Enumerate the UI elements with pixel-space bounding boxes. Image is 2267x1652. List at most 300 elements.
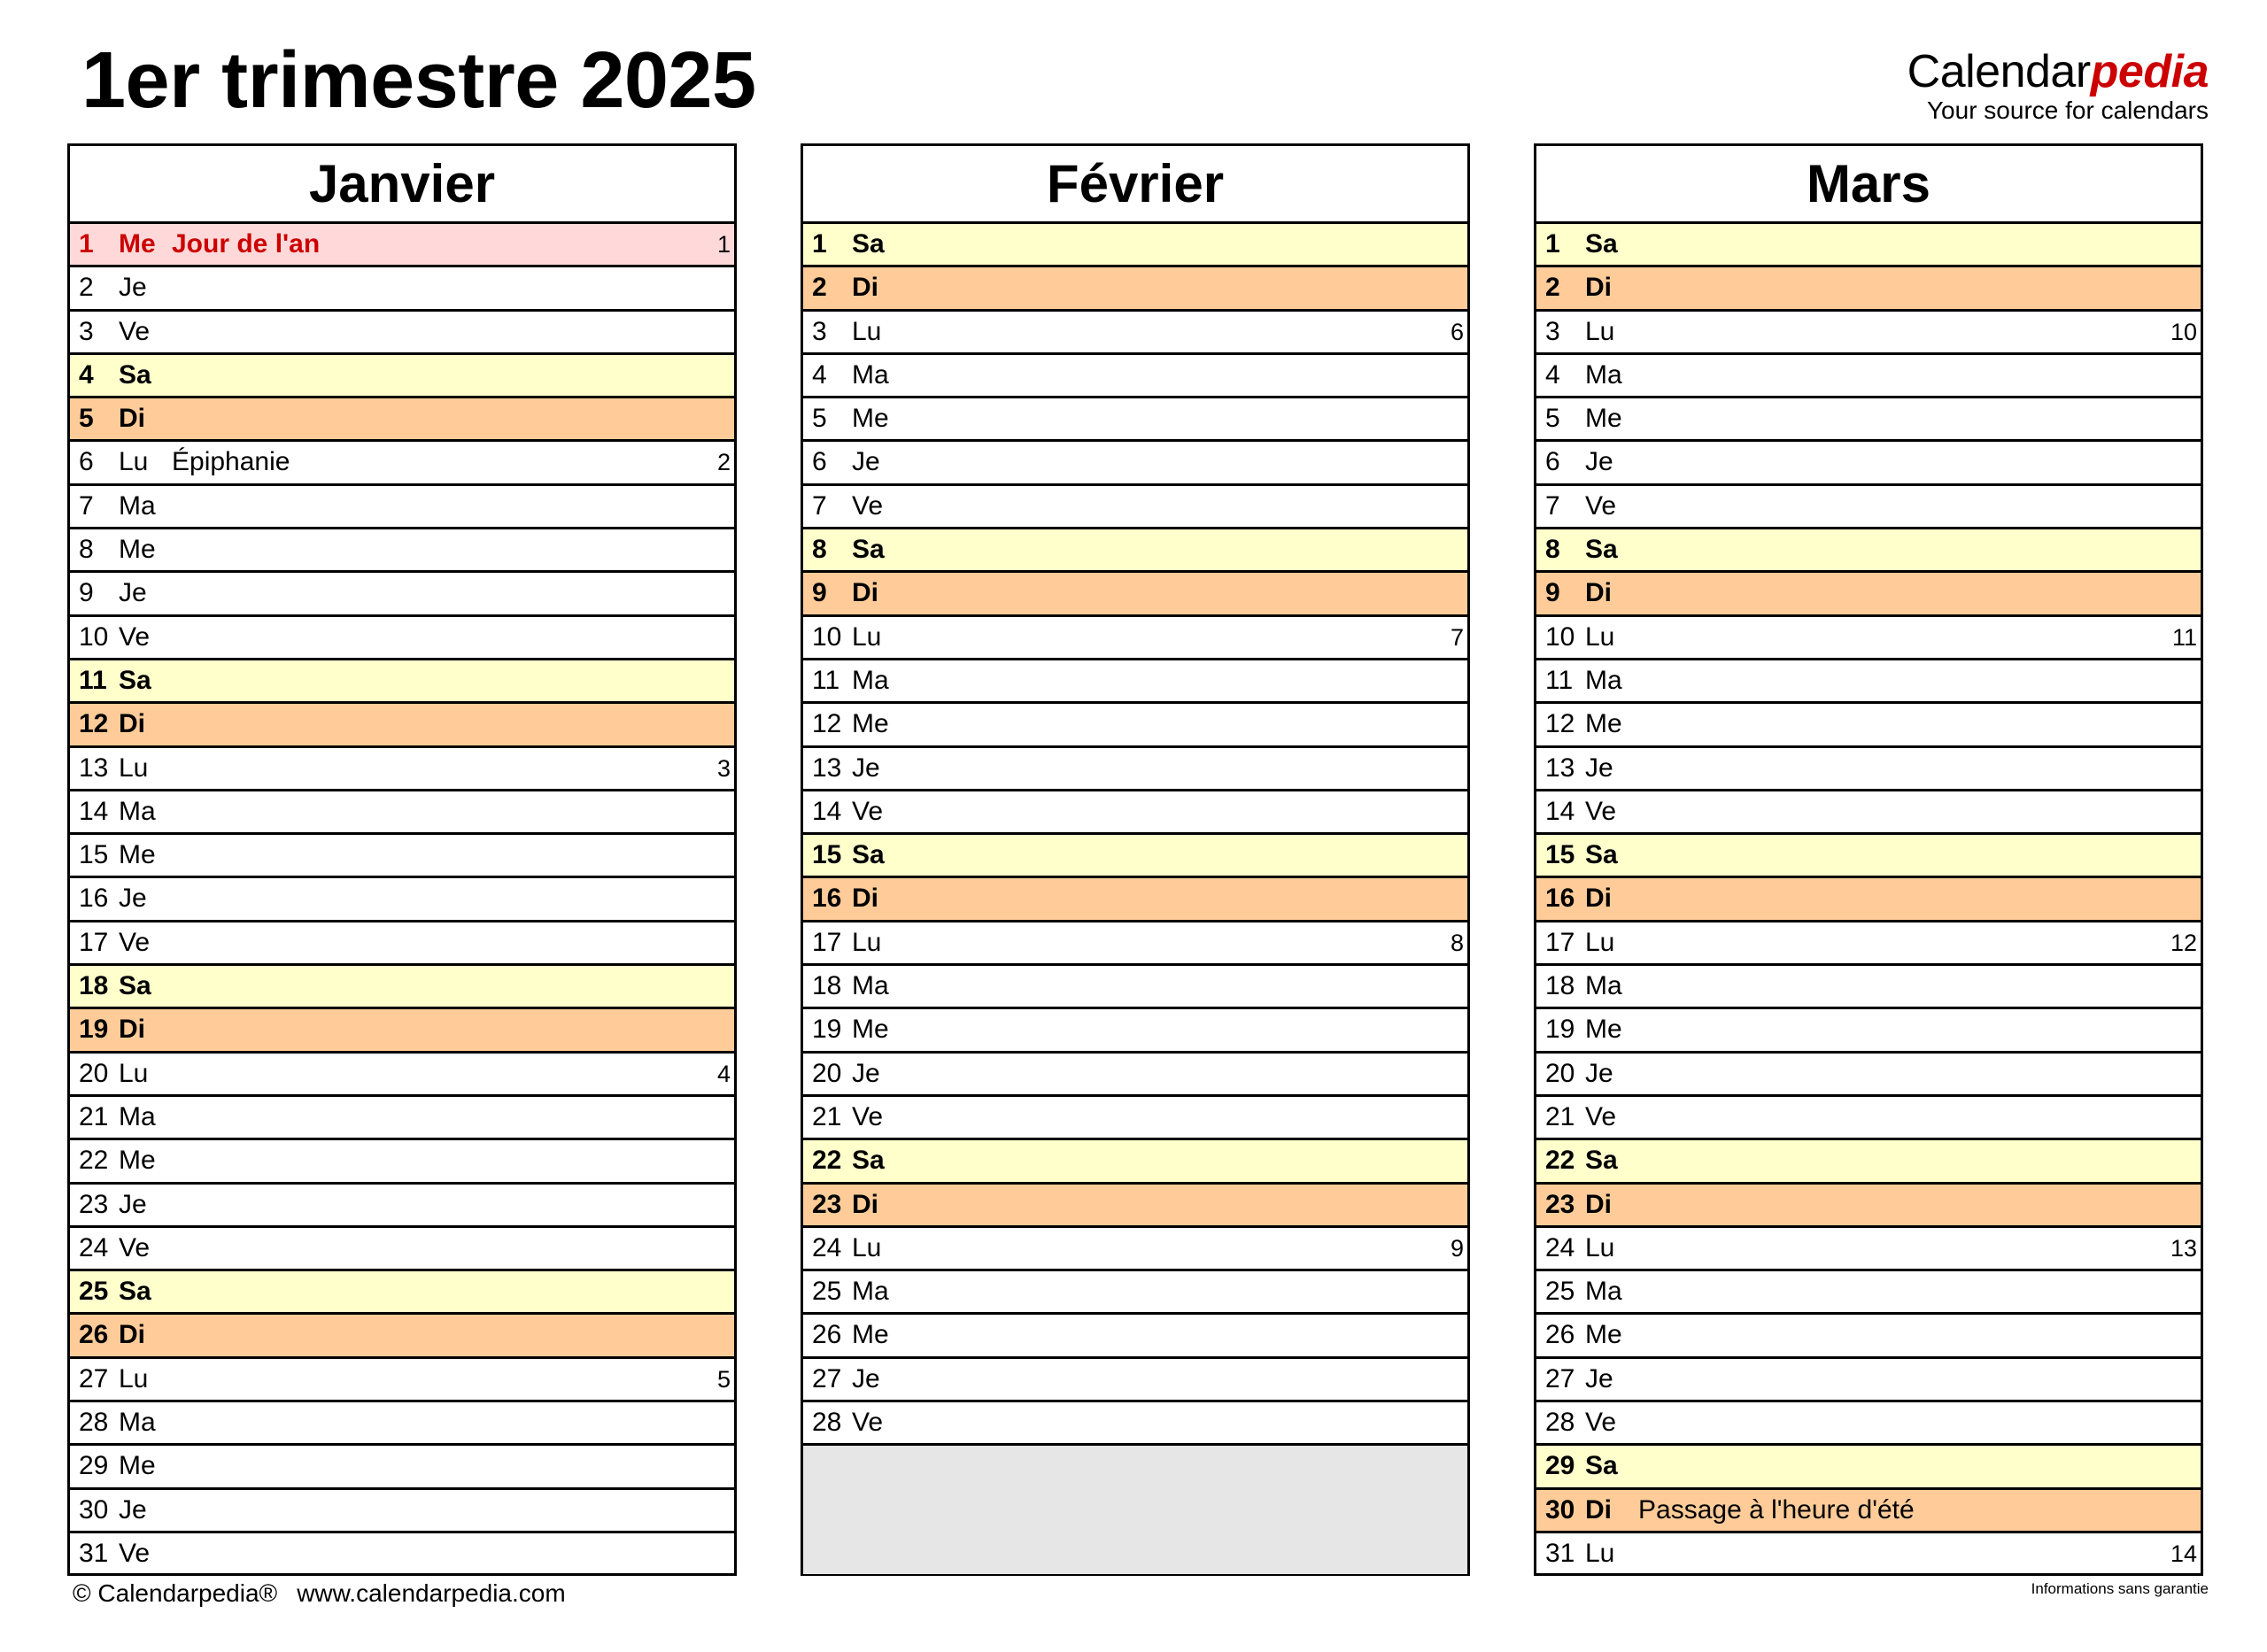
weekday-label: Ve	[119, 927, 151, 957]
day-number: 1	[1545, 229, 1560, 259]
day-list	[70, 224, 734, 1577]
day-number: 19	[1545, 1015, 1575, 1045]
day-number: 6	[1545, 447, 1560, 477]
day-number: 21	[79, 1101, 109, 1131]
day-row[interactable]	[803, 1271, 1467, 1315]
weekday-label: Sa	[1585, 840, 1618, 870]
day-row[interactable]	[803, 1009, 1467, 1053]
day-list	[803, 224, 1467, 1574]
day-number: 3	[1545, 316, 1560, 346]
day-row[interactable]	[1536, 1315, 2201, 1358]
day-number: 25	[812, 1277, 842, 1307]
day-row[interactable]	[1536, 1140, 2201, 1184]
day-row[interactable]	[1536, 355, 2201, 398]
day-number: 22	[79, 1146, 109, 1176]
day-row[interactable]	[70, 1402, 734, 1446]
weekday-label: Ve	[1585, 490, 1617, 521]
day-number: 16	[79, 884, 109, 914]
day-row[interactable]	[803, 660, 1467, 704]
day-row[interactable]	[803, 791, 1467, 835]
day-number: 15	[79, 840, 109, 870]
day-number: 20	[1545, 1058, 1575, 1088]
day-number: 8	[79, 535, 94, 565]
weekday-label: Me	[119, 1451, 156, 1481]
day-row[interactable]	[70, 224, 734, 267]
weekday-label: Lu	[852, 1232, 882, 1262]
day-list	[1536, 224, 2201, 1577]
weekday-label: Sa	[1585, 1146, 1618, 1176]
weekday-label: Ma	[852, 359, 889, 390]
day-number: 21	[812, 1101, 842, 1131]
footer-disclaimer: Informations sans garantie	[2031, 1580, 2209, 1597]
weekday-label: Ve	[119, 621, 151, 652]
day-row[interactable]	[1536, 1359, 2201, 1402]
weekday-label: Di	[852, 1189, 878, 1219]
day-number: 18	[812, 971, 842, 1001]
day-row[interactable]	[70, 1009, 734, 1053]
day-row[interactable]	[803, 1054, 1467, 1097]
day-number: 11	[79, 665, 107, 695]
day-number: 20	[79, 1058, 109, 1088]
day-row[interactable]	[70, 312, 734, 355]
day-number: 4	[812, 359, 827, 390]
weekday-label: Di	[119, 404, 145, 434]
weekday-label: Di	[1585, 578, 1612, 608]
day-number: 17	[79, 927, 109, 957]
day-row[interactable]	[1536, 442, 2201, 485]
day-row[interactable]	[1536, 573, 2201, 616]
day-number: 14	[1545, 796, 1575, 826]
weekday-label: Me	[119, 229, 156, 259]
day-row[interactable]	[70, 573, 734, 616]
weekday-label: Sa	[119, 359, 151, 390]
day-number: 27	[1545, 1363, 1575, 1393]
day-row[interactable]	[70, 1140, 734, 1184]
day-row[interactable]	[803, 1185, 1467, 1228]
day-number: 2	[79, 273, 94, 303]
page-title: 1er trimestre 2025	[81, 36, 756, 125]
day-number: 2	[812, 273, 827, 303]
day-number: 28	[79, 1408, 109, 1438]
day-row[interactable]	[1536, 224, 2201, 267]
logo-brand-accent: pedia	[2090, 46, 2209, 97]
week-number: 12	[2170, 929, 2197, 956]
day-number: 30	[79, 1494, 109, 1525]
day-number: 1	[812, 229, 827, 259]
day-number: 23	[79, 1189, 109, 1219]
day-row[interactable]	[1536, 1097, 2201, 1140]
weekday-label: Di	[119, 1320, 145, 1350]
day-number: 31	[1545, 1538, 1575, 1568]
day-row[interactable]	[70, 617, 734, 660]
day-number: 13	[1545, 753, 1575, 783]
day-number: 11	[1545, 665, 1574, 695]
weekday-label: Di	[1585, 273, 1612, 303]
day-number: 19	[79, 1015, 109, 1045]
day-row[interactable]	[803, 267, 1467, 311]
day-number: 5	[79, 404, 94, 434]
week-number: 14	[2170, 1540, 2197, 1567]
day-number: 10	[79, 621, 109, 652]
day-number: 10	[1545, 621, 1575, 652]
weekday-label: Je	[1585, 1058, 1613, 1088]
day-row[interactable]	[70, 1228, 734, 1271]
weekday-label: Je	[852, 1058, 880, 1088]
day-row[interactable]	[1536, 486, 2201, 529]
week-number: 4	[716, 1060, 731, 1087]
weekday-label: Me	[852, 709, 889, 739]
day-row[interactable]	[70, 660, 734, 704]
weekday-label: Sa	[852, 535, 885, 565]
day-row[interactable]	[70, 1359, 734, 1402]
weekday-label: Lu	[852, 621, 882, 652]
day-number: 4	[1545, 359, 1560, 390]
day-row[interactable]	[70, 1271, 734, 1315]
weekday-label: Lu	[119, 447, 149, 477]
day-row[interactable]	[70, 748, 734, 791]
day-number: 22	[1545, 1146, 1575, 1176]
weekday-label: Di	[1585, 884, 1612, 914]
day-number: 16	[1545, 884, 1575, 914]
weekday-label: Ma	[1585, 665, 1622, 695]
week-number: 7	[1450, 623, 1464, 651]
day-number: 14	[812, 796, 842, 826]
weekday-label: Lu	[119, 1058, 149, 1088]
day-number: 26	[812, 1320, 842, 1350]
day-number: 27	[79, 1363, 109, 1393]
week-number: 3	[716, 754, 731, 782]
day-row[interactable]	[70, 1446, 734, 1489]
day-number: 14	[79, 796, 109, 826]
event-label: Épiphanie	[172, 447, 290, 477]
logo-brand: Calendar	[1907, 46, 2091, 97]
weekday-label: Sa	[852, 229, 885, 259]
day-row[interactable]	[1536, 748, 2201, 791]
day-row[interactable]	[803, 878, 1467, 922]
weekday-label: Lu	[119, 1363, 149, 1393]
day-number: 17	[1545, 927, 1575, 957]
day-row[interactable]	[1536, 398, 2201, 442]
weekday-label: Je	[852, 1363, 880, 1393]
weekday-label: Ve	[1585, 1101, 1617, 1131]
event-label: Jour de l'an	[172, 229, 321, 259]
day-row[interactable]	[70, 267, 734, 311]
day-number: 29	[79, 1451, 109, 1481]
weekday-label: Di	[119, 709, 145, 739]
day-number: 23	[812, 1189, 842, 1219]
day-row[interactable]	[1536, 660, 2201, 704]
day-row[interactable]	[70, 1490, 734, 1533]
day-number: 20	[812, 1058, 842, 1088]
day-number: 5	[1545, 404, 1560, 434]
day-number: 9	[79, 578, 94, 608]
day-row[interactable]	[803, 312, 1467, 355]
day-row[interactable]	[803, 704, 1467, 747]
day-number: 24	[79, 1232, 109, 1262]
week-number: 10	[2170, 318, 2197, 345]
day-number: 3	[79, 316, 94, 346]
day-number: 16	[812, 884, 842, 914]
day-number: 9	[1545, 578, 1560, 608]
weekday-label: Me	[1585, 709, 1622, 739]
day-row[interactable]	[70, 835, 734, 878]
week-number: 11	[2171, 623, 2197, 651]
week-number: 2	[716, 449, 731, 476]
day-row[interactable]	[803, 922, 1467, 966]
day-row[interactable]	[1536, 966, 2201, 1009]
week-number: 8	[1450, 929, 1464, 956]
day-number: 29	[1545, 1451, 1575, 1481]
weekday-label: Sa	[1585, 229, 1618, 259]
day-row[interactable]	[70, 486, 734, 529]
day-number: 30	[1545, 1494, 1575, 1525]
day-row[interactable]	[803, 573, 1467, 616]
day-number: 10	[812, 621, 842, 652]
week-number: 5	[716, 1365, 731, 1393]
weekday-label: Sa	[852, 1146, 885, 1176]
day-row[interactable]	[1536, 878, 2201, 922]
day-row[interactable]	[1536, 835, 2201, 878]
weekday-label: Di	[852, 578, 878, 608]
weekday-label: Ve	[119, 316, 151, 346]
day-number: 19	[812, 1015, 842, 1045]
weekday-label: Lu	[1585, 1538, 1615, 1568]
weekday-label: Ve	[852, 1408, 884, 1438]
day-number: 28	[1545, 1408, 1575, 1438]
day-row[interactable]	[803, 1402, 1467, 1446]
weekday-label: Ma	[1585, 359, 1622, 390]
day-row[interactable]	[803, 1097, 1467, 1140]
day-number: 2	[1545, 273, 1560, 303]
day-row[interactable]	[70, 966, 734, 1009]
weekday-label: Me	[852, 1320, 889, 1350]
day-row[interactable]	[803, 1359, 1467, 1402]
day-row[interactable]	[803, 1228, 1467, 1271]
day-row[interactable]	[803, 442, 1467, 485]
day-row[interactable]	[1536, 1271, 2201, 1315]
weekday-label: Ma	[852, 971, 889, 1001]
footer-credits	[73, 1576, 566, 1611]
day-row[interactable]	[1536, 1054, 2201, 1097]
weekday-label: Sa	[119, 665, 151, 695]
weekday-label: Lu	[852, 316, 882, 346]
day-row[interactable]	[803, 529, 1467, 573]
weekday-label: Di	[1585, 1494, 1612, 1525]
day-number: 3	[812, 316, 827, 346]
weekday-label: Me	[119, 535, 156, 565]
day-row[interactable]	[1536, 617, 2201, 660]
weekday-label: Me	[1585, 1015, 1622, 1045]
weekday-label: Sa	[119, 971, 151, 1001]
day-number: 13	[79, 753, 109, 783]
weekday-label: Ve	[852, 796, 884, 826]
weekday-label: Ma	[852, 665, 889, 695]
footer-copyright: © Calendarpedia®	[73, 1579, 278, 1607]
weekday-label: Lu	[119, 753, 149, 783]
day-number: 7	[79, 490, 94, 521]
day-row[interactable]	[803, 748, 1467, 791]
day-row[interactable]	[70, 922, 734, 966]
day-number: 13	[812, 753, 842, 783]
day-row[interactable]	[70, 1185, 734, 1228]
weekday-label: Ve	[119, 1538, 151, 1568]
day-number: 12	[812, 709, 842, 739]
weekday-label: Lu	[1585, 927, 1615, 957]
weekday-label: Ma	[119, 1408, 156, 1438]
weekday-label: Sa	[1585, 1451, 1618, 1481]
day-row[interactable]	[1536, 312, 2201, 355]
week-number: 13	[2170, 1234, 2197, 1262]
day-number: 12	[79, 709, 109, 739]
day-row[interactable]	[803, 617, 1467, 660]
weekday-label: Me	[852, 1015, 889, 1045]
weekday-label: Ma	[852, 1277, 889, 1307]
day-row[interactable]	[70, 442, 734, 485]
weekday-label: Ma	[1585, 971, 1622, 1001]
day-row[interactable]	[1536, 704, 2201, 747]
weekday-label: Me	[119, 1146, 156, 1176]
day-row[interactable]	[1536, 1402, 2201, 1446]
week-number: 6	[1450, 318, 1464, 345]
day-row[interactable]	[70, 704, 734, 747]
week-number: 9	[1450, 1234, 1464, 1262]
event-label: Passage à l'heure d'été	[1638, 1494, 1915, 1525]
empty-days-area	[803, 1446, 1467, 1574]
day-number: 22	[812, 1146, 842, 1176]
day-row[interactable]	[803, 1140, 1467, 1184]
weekday-label: Sa	[852, 840, 885, 870]
weekday-label: Lu	[1585, 316, 1615, 346]
day-row[interactable]	[1536, 267, 2201, 311]
day-row[interactable]	[70, 791, 734, 835]
weekday-label: Ma	[119, 796, 156, 826]
day-row[interactable]	[70, 878, 734, 922]
weekday-label: Di	[852, 884, 878, 914]
day-row[interactable]	[803, 224, 1467, 267]
day-row[interactable]	[70, 1533, 734, 1577]
day-number: 15	[812, 840, 842, 870]
day-number: 8	[812, 535, 827, 565]
day-row[interactable]	[70, 355, 734, 398]
weekday-label: Di	[119, 1015, 145, 1045]
weekday-label: Je	[1585, 447, 1613, 477]
day-row[interactable]	[1536, 1533, 2201, 1577]
day-number: 28	[812, 1408, 842, 1438]
weekday-label: Ve	[852, 490, 884, 521]
day-row[interactable]	[70, 398, 734, 442]
weekday-label: Ve	[852, 1101, 884, 1131]
day-number: 4	[79, 359, 94, 390]
day-row[interactable]	[70, 529, 734, 573]
month-header: Mars	[1536, 146, 2201, 224]
day-row[interactable]	[1536, 1490, 2201, 1533]
weekday-label: Je	[119, 884, 147, 914]
weekday-label: Ve	[1585, 1408, 1617, 1438]
logo-tagline: Your source for calendars	[1926, 96, 2209, 124]
day-row[interactable]	[1536, 1009, 2201, 1053]
weekday-label: Lu	[1585, 1232, 1615, 1262]
day-row[interactable]	[803, 486, 1467, 529]
day-number: 31	[79, 1538, 109, 1568]
weekday-label: Me	[1585, 404, 1622, 434]
day-row[interactable]	[1536, 1446, 2201, 1489]
weekday-label: Ma	[119, 490, 156, 521]
weekday-label: Je	[119, 1494, 147, 1525]
weekday-label: Je	[119, 1189, 147, 1219]
day-row[interactable]	[1536, 1185, 2201, 1228]
day-row[interactable]	[803, 1315, 1467, 1358]
day-number: 1	[79, 229, 94, 259]
weekday-label: Sa	[119, 1277, 151, 1307]
day-row[interactable]	[1536, 529, 2201, 573]
weekday-label: Je	[1585, 753, 1613, 783]
day-number: 24	[1545, 1232, 1575, 1262]
day-row[interactable]	[803, 835, 1467, 878]
day-number: 27	[812, 1363, 842, 1393]
day-number: 12	[1545, 709, 1575, 739]
day-number: 9	[812, 578, 827, 608]
weekday-label: Me	[119, 840, 156, 870]
weekday-label: Lu	[852, 927, 882, 957]
day-row[interactable]	[803, 398, 1467, 442]
footer-website-link[interactable]: www.calendarpedia.com	[297, 1579, 566, 1607]
day-number: 26	[1545, 1320, 1575, 1350]
weekday-label: Me	[1585, 1320, 1622, 1350]
day-row[interactable]	[803, 966, 1467, 1009]
day-row[interactable]	[70, 1315, 734, 1358]
weekday-label: Je	[1585, 1363, 1613, 1393]
day-number: 23	[1545, 1189, 1575, 1219]
day-number: 8	[1545, 535, 1560, 565]
day-number: 17	[812, 927, 842, 957]
day-row[interactable]	[1536, 1228, 2201, 1271]
weekday-label: Ma	[1585, 1277, 1622, 1307]
day-number: 5	[812, 404, 827, 434]
day-row[interactable]	[1536, 791, 2201, 835]
weekday-label: Je	[119, 578, 147, 608]
weekday-label: Di	[1585, 1189, 1612, 1219]
weekday-label: Ve	[119, 1232, 151, 1262]
month-mars	[1534, 143, 2203, 1576]
weekday-label: Ma	[119, 1101, 156, 1131]
weekday-label: Di	[852, 273, 878, 303]
day-row[interactable]	[803, 355, 1467, 398]
day-number: 6	[79, 447, 94, 477]
weekday-label: Lu	[1585, 621, 1615, 652]
day-row[interactable]	[1536, 922, 2201, 966]
day-number: 18	[79, 971, 109, 1001]
day-row[interactable]	[70, 1054, 734, 1097]
day-number: 7	[1545, 490, 1560, 521]
day-row[interactable]	[70, 1097, 734, 1140]
weekday-label: Me	[852, 404, 889, 434]
day-number: 25	[79, 1277, 109, 1307]
day-number: 7	[812, 490, 827, 521]
month-fevrier	[801, 143, 1470, 1576]
weekday-label: Je	[119, 273, 147, 303]
week-number: 1	[716, 231, 731, 258]
weekday-label: Sa	[1585, 535, 1618, 565]
month-header: Janvier	[70, 146, 734, 224]
weekday-label: Ve	[1585, 796, 1617, 826]
day-number: 11	[812, 665, 840, 695]
day-number: 25	[1545, 1277, 1575, 1307]
day-number: 18	[1545, 971, 1575, 1001]
weekday-label: Je	[852, 753, 880, 783]
day-number: 24	[812, 1232, 842, 1262]
day-number: 26	[79, 1320, 109, 1350]
month-header: Février	[803, 146, 1467, 224]
